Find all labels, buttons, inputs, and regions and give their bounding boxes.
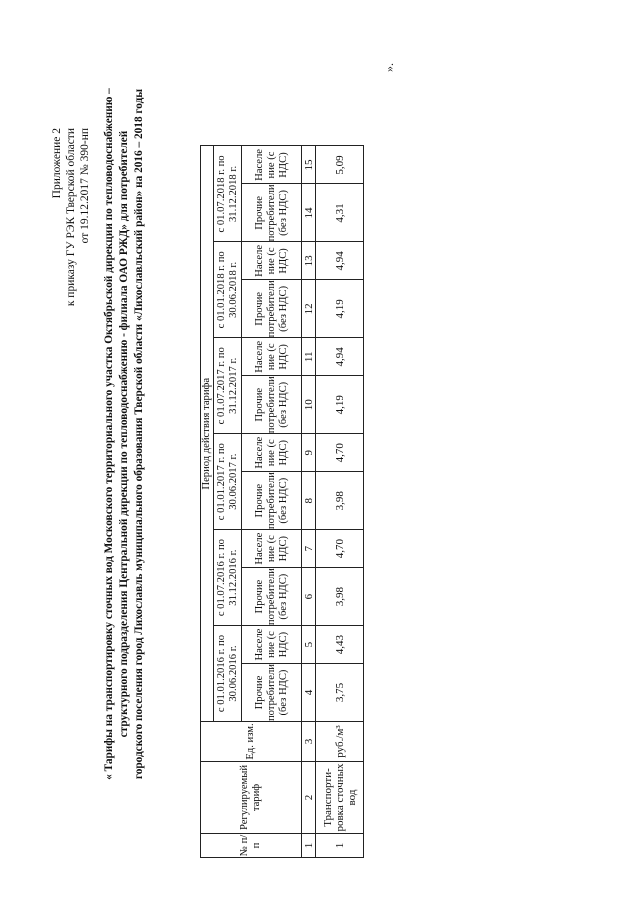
appendix-header	[50, 128, 92, 306]
title-line-3: городского поселения город Лихославль муниципального образования Тверской области «Лихославльский район» на 2016 – 2018 годы	[133, 88, 145, 780]
subheader-other: Прочие потребители (без НДС)	[242, 568, 302, 626]
column-number: 13	[302, 242, 316, 280]
header-period: Период действия тарифа	[201, 146, 214, 722]
subheader-population: Населе ние (с НДС)	[242, 626, 302, 664]
column-number: 12	[302, 280, 316, 338]
period-header: с 01.07.2017 г. по 31.12.2017 г.	[214, 338, 242, 434]
document-title	[102, 24, 147, 844]
order-date-line: от 19.12.2017 № 390-нп	[79, 128, 91, 244]
period-header: с 01.01.2017 г. по 30.06.2017 г.	[214, 434, 242, 530]
closing-quote: ».	[382, 63, 396, 72]
row-number: 1	[316, 834, 364, 858]
column-number: 6	[302, 568, 316, 626]
row-unit: руб./м³	[316, 722, 364, 762]
tariff-value: 3,98	[316, 472, 364, 530]
header-unit: Ед. изм.	[201, 722, 302, 762]
tariff-value: 4,31	[316, 184, 364, 242]
tariff-value: 3,75	[316, 664, 364, 722]
tariff-value: 4,70	[316, 530, 364, 568]
tariff-table	[200, 145, 364, 858]
subheader-other: Прочие потребители (без НДС)	[242, 376, 302, 434]
column-number: 1	[302, 834, 316, 858]
period-header: с 01.07.2018 г. по 31.12.2018 г.	[214, 146, 242, 242]
tariff-value: 4,19	[316, 376, 364, 434]
column-number: 15	[302, 146, 316, 184]
subheader-other: Прочие потребители (без НДС)	[242, 664, 302, 722]
column-number: 5	[302, 626, 316, 664]
tariff-value: 4,70	[316, 434, 364, 472]
tariff-value: 5,09	[316, 146, 364, 184]
title-line-1: « Тарифы на транспортировку сточных вод Московского территориального участка Октябрьской дирекции по тепловодоснабжению –	[103, 88, 115, 780]
header-tariff: Регулируемый тариф	[201, 762, 302, 834]
column-number: 10	[302, 376, 316, 434]
column-number: 14	[302, 184, 316, 242]
tariff-value: 4,94	[316, 338, 364, 376]
tariff-value: 3,98	[316, 568, 364, 626]
subheader-other: Прочие потребители (без НДС)	[242, 280, 302, 338]
column-number: 7	[302, 530, 316, 568]
appendix-line: Приложение 2	[51, 128, 63, 199]
period-header: с 01.01.2018 г. по 30.06.2018 г.	[214, 242, 242, 338]
period-header: с 01.01.2016 г. по 30.06.2016 г.	[214, 626, 242, 722]
column-number: 3	[302, 722, 316, 762]
header-no: № п/п	[201, 834, 302, 858]
column-number: 2	[302, 762, 316, 834]
subheader-other: Прочие потребители (без НДС)	[242, 472, 302, 530]
period-header: с 01.07.2016 г. по 31.12.2016 г.	[214, 530, 242, 626]
subheader-population: Населе ние (с НДС)	[242, 434, 302, 472]
order-line: к приказу ГУ РЭК Тверской области	[65, 128, 77, 307]
table-row	[316, 146, 364, 858]
row-tariff-name: Транспорти- ровка сточных вод	[316, 762, 364, 834]
subheader-population: Населе ние (с НДС)	[242, 242, 302, 280]
title-line-2: структурного подразделения Центральной дирекции по тепловодоснабжению - филиала ОАО РЖД» для потребителей	[118, 130, 130, 738]
column-number: 11	[302, 338, 316, 376]
column-number: 9	[302, 434, 316, 472]
column-number: 4	[302, 664, 316, 722]
subheader-population: Населе ние (с НДС)	[242, 338, 302, 376]
subheader-population: Населе ние (с НДС)	[242, 146, 302, 184]
subheader-other: Прочие потребители (без НДС)	[242, 184, 302, 242]
tariff-value: 4,19	[316, 280, 364, 338]
subheader-population: Населе ние (с НДС)	[242, 530, 302, 568]
tariff-value: 4,43	[316, 626, 364, 664]
column-number: 8	[302, 472, 316, 530]
tariff-value: 4,94	[316, 242, 364, 280]
